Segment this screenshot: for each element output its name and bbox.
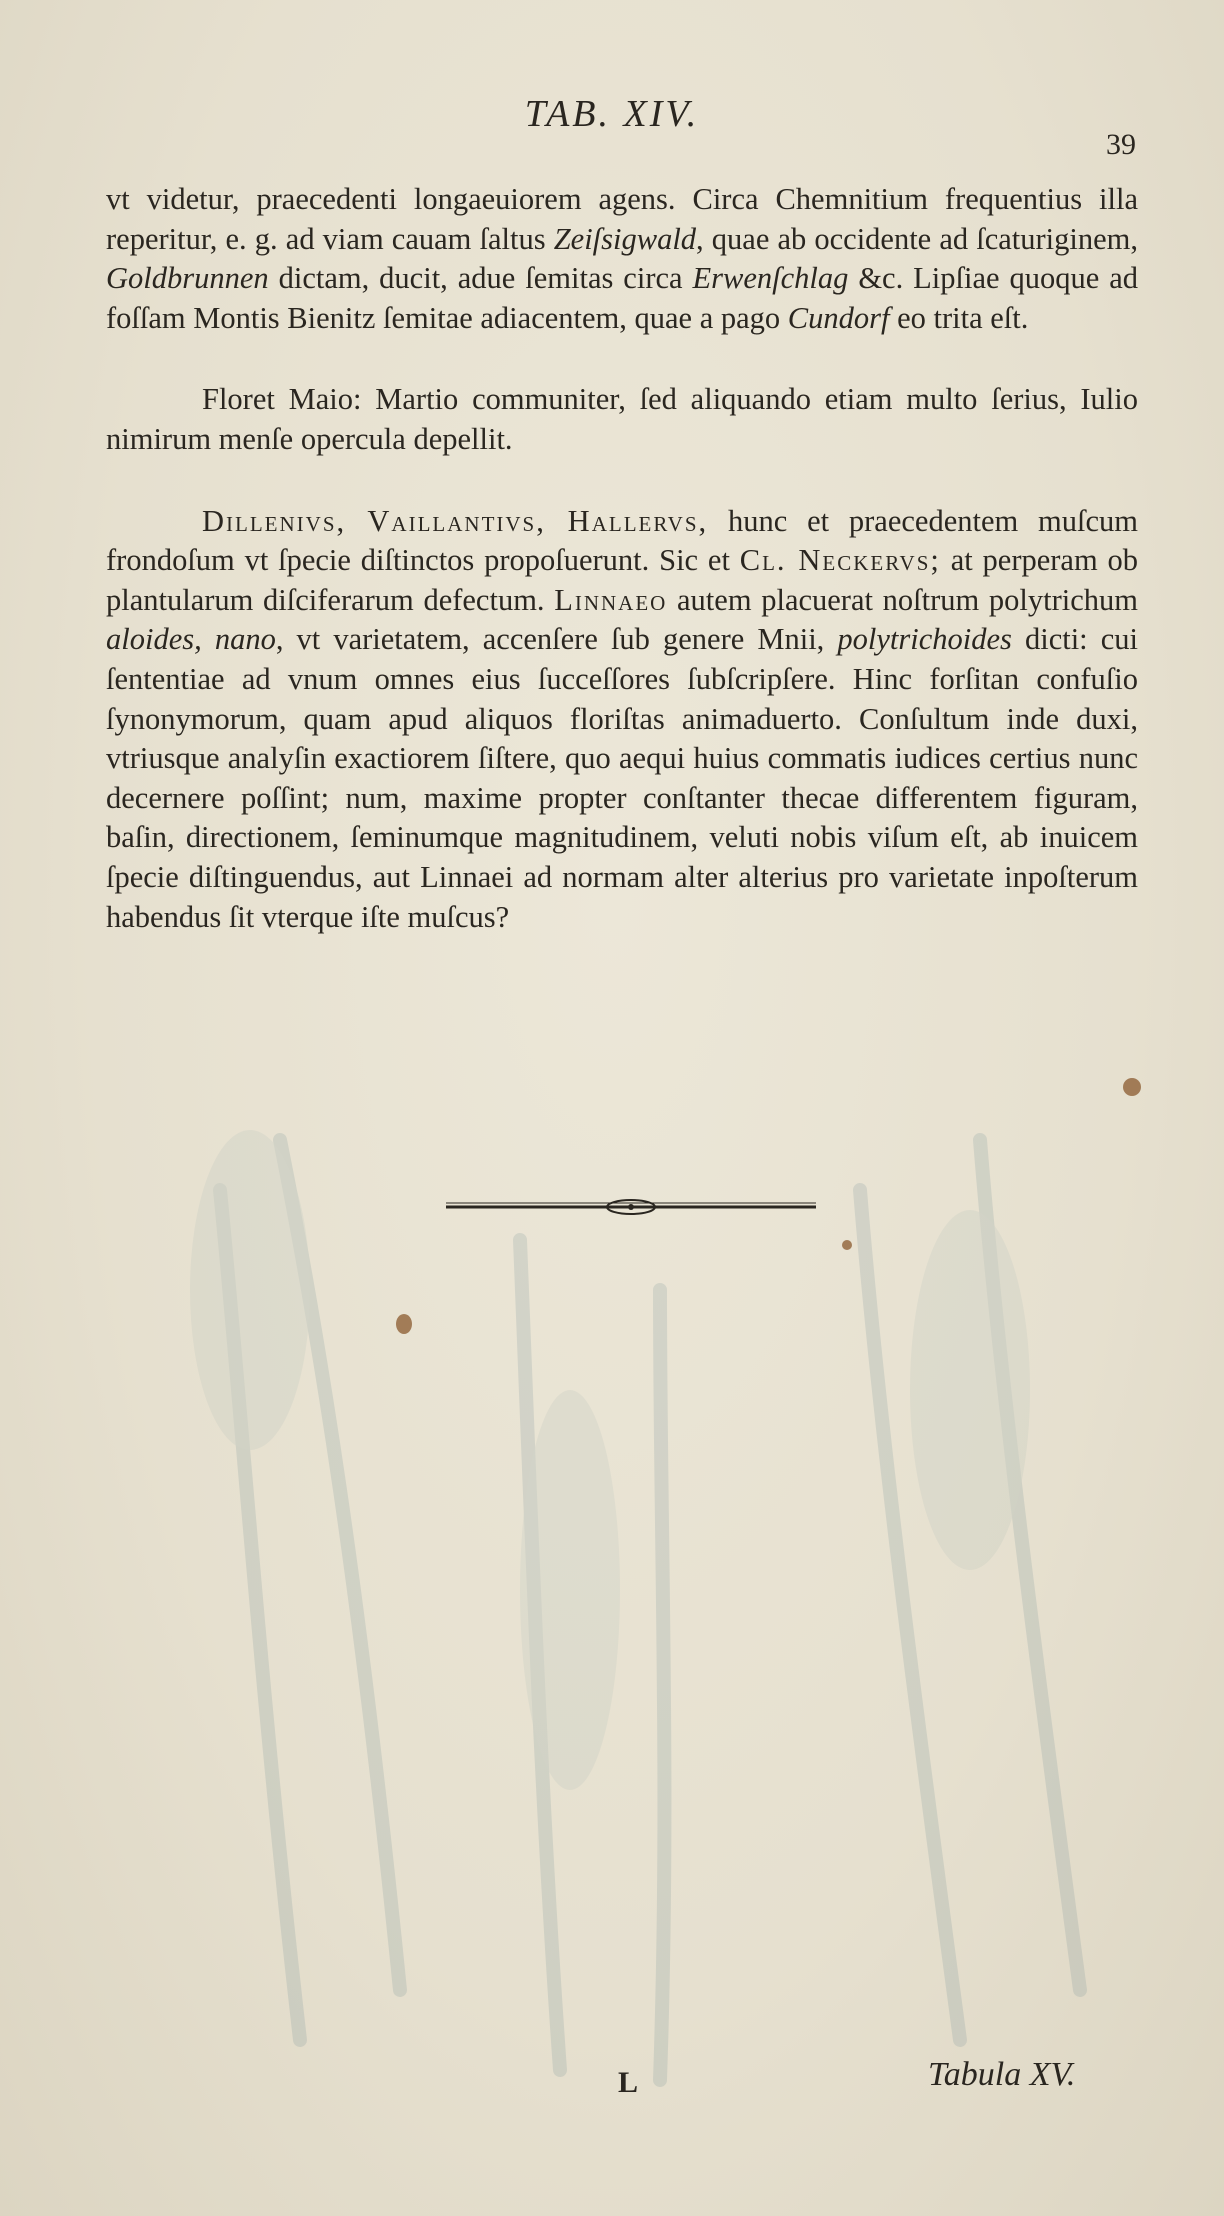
text-run: hunc et praecedentem muſcum frondoſum vt ſpecie diſtinctos propoſuerunt. Sic et: [106, 503, 1139, 578]
text-run: dictam, ducit, adue ſemitas circa: [268, 261, 693, 296]
italic-text: Cundorf: [787, 300, 890, 335]
body-text: [106, 180, 1138, 937]
italic-text: Erwenſchlag: [692, 261, 849, 296]
small-caps-name: Dillenivs, Vaillantivs, Hallervs,: [202, 503, 709, 538]
foxing-spot: [396, 1314, 412, 1334]
foxing-spot: [842, 1240, 852, 1250]
italic-text: polytrichoides: [837, 622, 1012, 657]
foxing-spot: [1123, 1078, 1141, 1096]
signature-mark: L: [618, 2066, 639, 2099]
text-run: Floret Maio: Martio communiter, ſed aliquando etiam multo ſerius, Iulio nimirum menſe opercula depellit.: [106, 382, 1138, 456]
paragraph-1: [106, 180, 1138, 338]
running-head: TAB. XIV.: [524, 93, 700, 135]
text-run: at perperam ob plantularum diſciferarum defectum.: [106, 543, 1139, 617]
text-run: dicti: cui ſententiae ad vnum omnes eius ſucceſſores ſubſcripſere. Hinc forſitan confuſio ſynonymorum, quam apud aliquos floriſtas animaduerto. Conſultum inde duxi, vtriusque analyſin exactiorem ſiſtere, quo aequi huius commatis iudices certius nunc decernere poſſint; num, maxime propter conſtanter thecae differentem figuram, baſin, directionem, ſeminumque magnitudinem, veluti nobis viſum eſt, ab inuicem ſpecie diſtinguendus, aut Linnaei ad normam alter alterius pro varietate inpoſterum habendus ſit vterque iſte muſcus?: [106, 622, 1139, 934]
italic-text: aloides, nano: [106, 622, 276, 657]
small-caps-name: Cl. Neckervs;: [739, 543, 941, 578]
paragraph-2: [106, 380, 1138, 459]
small-caps-name: Linnaeo: [554, 582, 668, 617]
italic-text: Zeiſsigwald: [553, 221, 697, 256]
text-run: &c. Lipſiae quoque ad foſſam Montis Bienitz ſemitae adiacentem, quae a pago: [106, 261, 1139, 335]
ornamental-rule: [446, 1196, 816, 1218]
text-run: , vt varietatem, accenſere ſub genere Mnii,: [275, 622, 838, 657]
text-run: vt videtur, praecedenti longaeuiorem agens. Circa Chemnitium frequentius illa reperitur, e. g. ad viam cauam ſaltus: [106, 182, 1138, 256]
page-number: 39: [1106, 128, 1136, 161]
paragraph-3: [106, 502, 1138, 938]
text-run: eo trita eſt.: [889, 300, 1029, 335]
text-run: autem placuerat noſtrum polytrichum: [667, 582, 1138, 617]
text-run: , quae ab occidente ad ſcaturiginem,: [696, 221, 1139, 256]
italic-text: Goldbrunnen: [106, 261, 269, 296]
catchword: Tabula XV.: [928, 2056, 1076, 2093]
